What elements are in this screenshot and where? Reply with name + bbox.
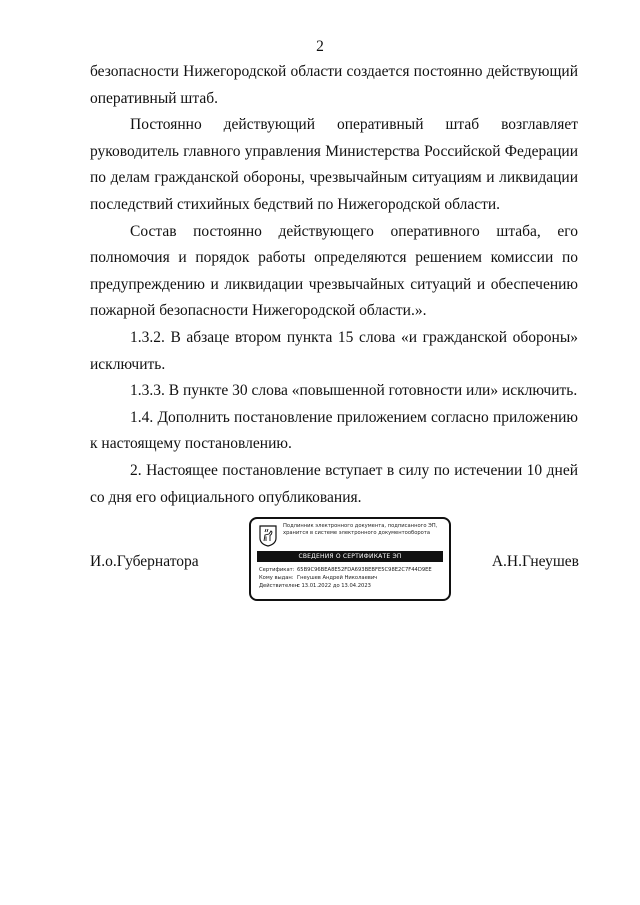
deer-emblem-icon <box>259 525 277 547</box>
paragraph: 1.4. Дополнить постановление приложением согласно приложению к настоящему постановлению. <box>90 408 578 453</box>
document-body <box>90 59 578 511</box>
validity-value: с 13.01.2022 до 13.04.2023 <box>297 583 371 590</box>
electronic-signature-stamp <box>249 517 451 601</box>
page-number: 2 <box>316 38 324 55</box>
validity-label: Действителен: <box>259 583 300 590</box>
paragraph: безопасности Нижегородской области создается постоянно действующий оперативный штаб. <box>90 63 578 107</box>
certificate-value: 65B9C96BEA8E52FDA693BEBFE5C98E2C7F44D9EE <box>297 567 432 573</box>
signatory-name: А.Н.Гнеушев <box>491 553 579 570</box>
issued-to-row <box>259 574 445 582</box>
signatory-position: И.о.Губернатора <box>90 553 199 570</box>
stamp-header: Подлинник электронного документа, подписанного ЭП, хранится в системе электронного документооборота <box>283 523 438 536</box>
validity-row <box>259 582 445 590</box>
certificate-label: Сертификат: <box>259 567 295 573</box>
issued-to-value: Гнеушев Андрей Николаевич <box>297 575 378 582</box>
paragraph: 1.3.2. В абзаце втором пункта 15 слова «и гражданской обороны» исключить. <box>90 328 578 373</box>
paragraph: Постоянно действующий оперативный штаб возглавляет руководитель главного управления Министерства Российской Федерации по делам гражданской обороны, чрезвычайным ситуациям и ликвидации последствий стихийных бедствий по Нижегородской области. <box>90 116 578 213</box>
stamp-details <box>259 566 445 591</box>
stamp-band: СВЕДЕНИЯ О СЕРТИФИКАТЕ ЭП <box>257 551 443 562</box>
paragraph: 2. Настоящее постановление вступает в силу по истечении 10 дней со дня его официального опубликования. <box>90 461 578 506</box>
certificate-row <box>259 566 445 574</box>
issued-to-label: Кому выдан: <box>259 575 294 582</box>
paragraph: 1.3.3. В пункте 30 слова «повышенной готовности или» исключить. <box>130 382 578 400</box>
paragraph: Состав постоянно действующего оперативного штаба, его полномочия и порядок работы определяются решением комиссии по предупреждению и ликвидации чрезвычайных ситуаций и обеспечению пожарной безопасности Нижегородской области.». <box>90 222 578 320</box>
